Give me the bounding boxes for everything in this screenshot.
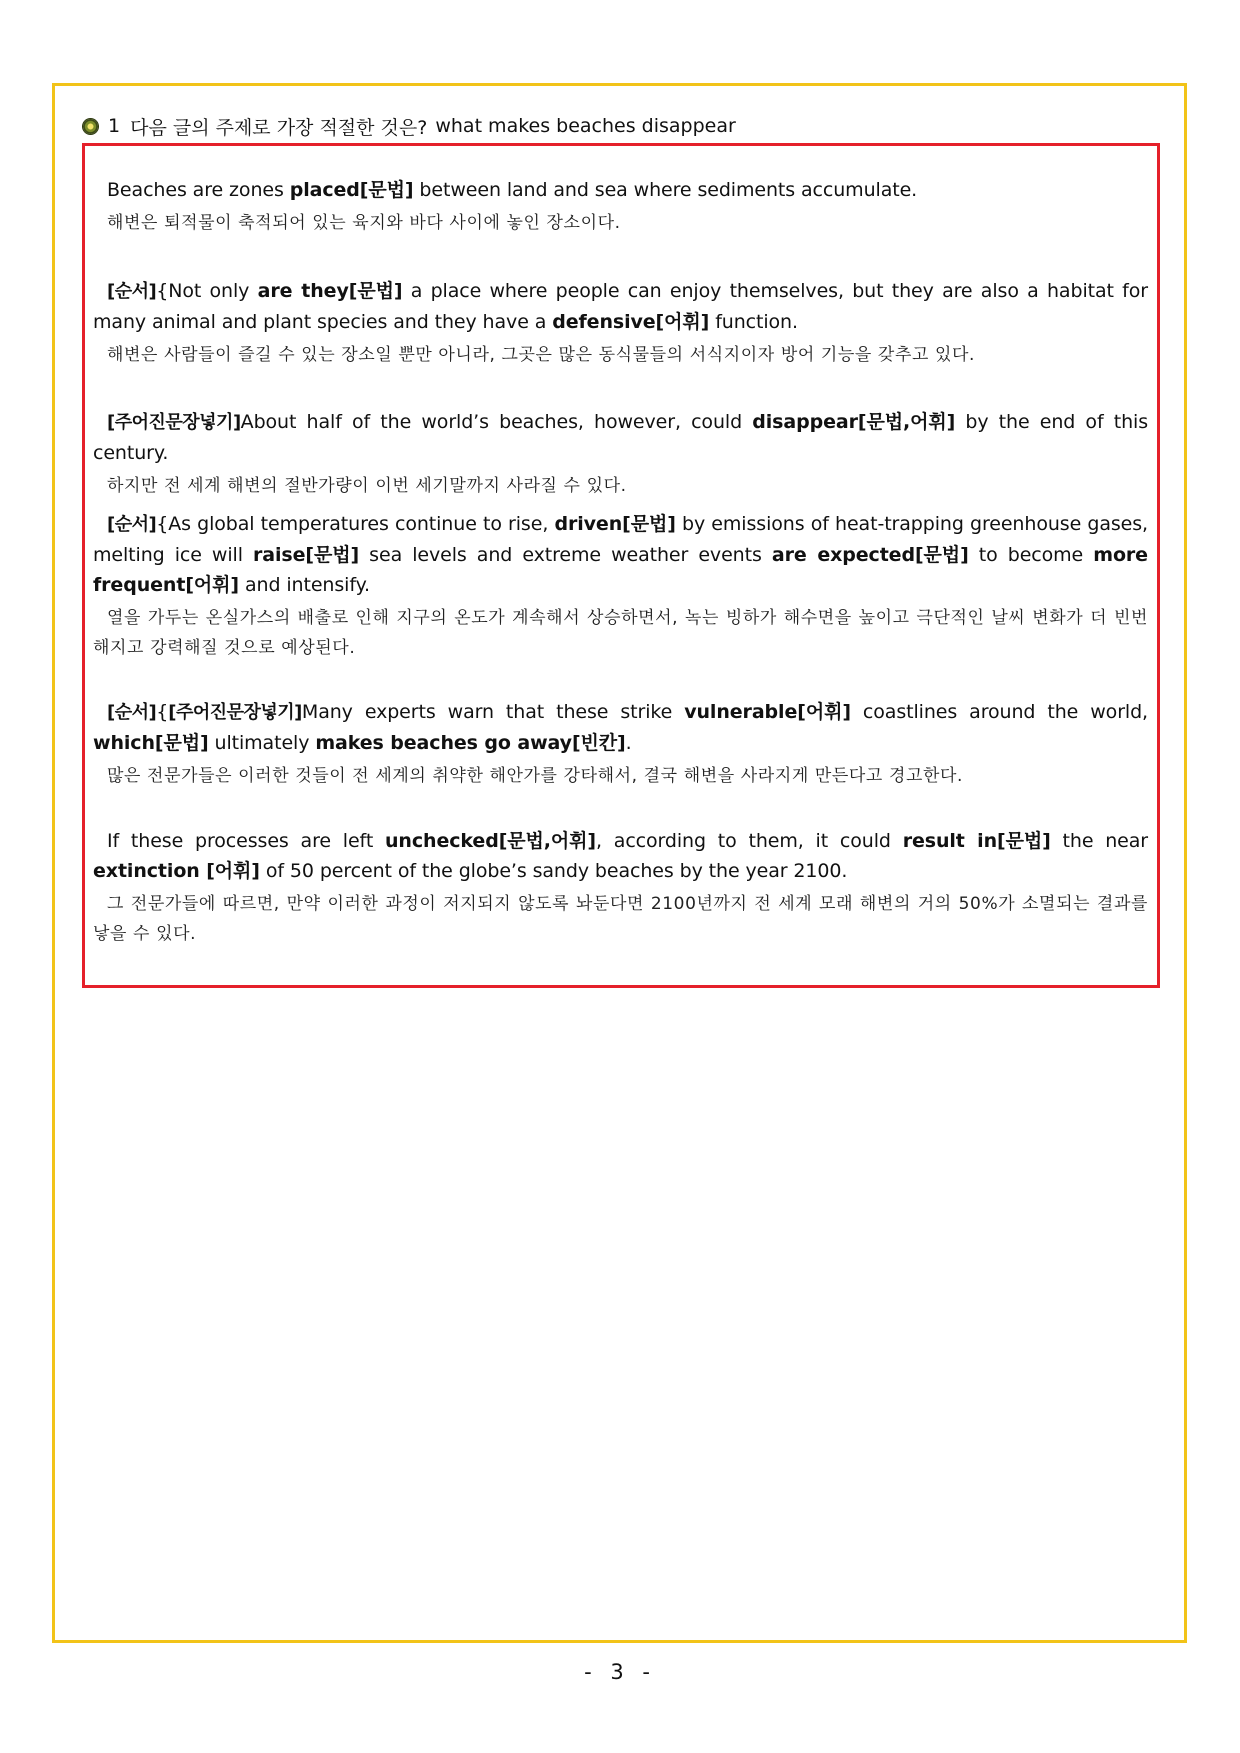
- paragraph-korean: 많은 전문가들은 이러한 것들이 전 세계의 취약한 해안가를 강타해서, 결국 해변을 사라지게 만든다고 경고한다.: [107, 766, 964, 786]
- passage-text: If these processes are left: [107, 830, 385, 852]
- annotated-term: are they[문법]: [257, 280, 403, 302]
- annotated-term: vulnerable[어휘]: [684, 701, 851, 723]
- paragraph-korean: 해변은 사람들이 즐길 수 있는 장소일 뿐만 아니라, 그곳은 많은 동식물들의 서식지이자 방어 기능을 갖추고 있다.: [107, 345, 976, 365]
- question-type-tag: [주어진문장넣기]: [168, 702, 302, 723]
- paragraph-1: [93, 175, 1148, 238]
- passage-text: function.: [709, 311, 798, 333]
- passage-text: .: [625, 732, 632, 754]
- passage-text: by the end of this century.: [93, 411, 1148, 464]
- paragraph-korean: 열을 가두는 온실가스의 배출로 인해 지구의 온도가 계속해서 상승하면서, 녹는 빙하가 해수면을 높이고 극단적인 날씨 변화가 더 빈번해지고 강력해질 것으로 예상된다.: [93, 608, 1148, 658]
- passage-text: sea levels and extreme weather events: [359, 544, 772, 566]
- passage-text: , according to them, it could: [596, 830, 903, 852]
- passage-text: by emissions of heat-trapping greenhouse gases, melting ice will: [93, 513, 1148, 566]
- passage-text: Beaches are zones: [107, 179, 290, 201]
- passage-text: of 50 percent of the globe’s sandy beaches by the year 2100.: [259, 860, 848, 882]
- question-type-tag: [순서]: [107, 514, 157, 535]
- passage-text: between land and sea where sediments accumulate.: [413, 179, 918, 201]
- annotated-term: which[문법]: [93, 732, 209, 754]
- paragraph-english: [93, 697, 1148, 758]
- paragraph-english: [93, 826, 1148, 886]
- paragraph-3: [93, 407, 1148, 501]
- passage-text: a place where people can enjoy themselves, but they are also a habitat for many animal and plant species and they have a: [93, 280, 1148, 333]
- paragraph-english: [93, 407, 1148, 468]
- question-text: 다음 글의 주제로 가장 적절한 것은?: [130, 116, 428, 139]
- annotated-term: driven[문법]: [554, 513, 676, 535]
- paragraph-korean: 그 전문가들에 따르면, 만약 이러한 과정이 저지되지 않도록 놔둔다면 2100년까지 전 세계 모래 해변의 거의 50%가 소멸되는 결과를 낳을 수 있다.: [93, 894, 1148, 944]
- question-answer: what makes beaches disappear: [435, 115, 736, 137]
- annotated-term: extinction [어휘]: [93, 860, 260, 882]
- annotated-term: result in[문법]: [902, 830, 1051, 852]
- annotated-term: raise[문법]: [253, 544, 360, 566]
- passage-text: {As global temperatures continue to rise,: [156, 513, 555, 535]
- passage-text: and intensify.: [239, 574, 370, 596]
- paragraph-5: [93, 697, 1148, 791]
- question-type-tag: [주어진문장넣기]: [107, 412, 241, 433]
- paragraph-6: [93, 826, 1148, 949]
- paragraph-english: [93, 509, 1148, 600]
- annotated-term: makes beaches go away[빈칸]: [315, 732, 626, 754]
- passage-text: ultimately: [208, 732, 316, 754]
- question-type-tag: [순서]: [107, 702, 157, 723]
- paragraph-english: [93, 276, 1148, 337]
- annotated-term: are expected[문법]: [771, 544, 969, 566]
- passage-text: {: [156, 701, 169, 723]
- passage-text: {Not only: [156, 280, 258, 302]
- passage-text: coastlines around the world,: [850, 701, 1149, 723]
- question-type-tag: [순서]: [107, 281, 157, 302]
- passage-text: to become: [968, 544, 1094, 566]
- passage-text: Many experts warn that these strike: [301, 701, 685, 723]
- annotated-term: unchecked[문법,어휘]: [385, 830, 597, 852]
- annotated-term: disappear[문법,어휘]: [752, 411, 956, 433]
- paragraph-4: [93, 509, 1148, 663]
- annotated-term: placed[문법]: [289, 179, 414, 201]
- paragraph-english: [93, 175, 1148, 205]
- paragraph-korean: 해변은 퇴적물이 축적되어 있는 육지와 바다 사이에 놓인 장소이다.: [107, 213, 621, 233]
- passage-text: About half of the world’s beaches, however, could: [240, 411, 753, 433]
- annotated-term: defensive[어휘]: [552, 311, 710, 333]
- annotated-term: more frequent[어휘]: [93, 544, 1148, 596]
- bullet-icon: [83, 119, 98, 134]
- passage-text: the near: [1050, 830, 1149, 852]
- paragraph-2: [93, 276, 1148, 370]
- question-header: [83, 112, 736, 140]
- question-number: 1: [108, 115, 121, 137]
- page-number: - 3 -: [584, 1660, 656, 1684]
- paragraph-korean: 하지만 전 세계 해변의 절반가량이 이번 세기말까지 사라질 수 있다.: [107, 476, 627, 496]
